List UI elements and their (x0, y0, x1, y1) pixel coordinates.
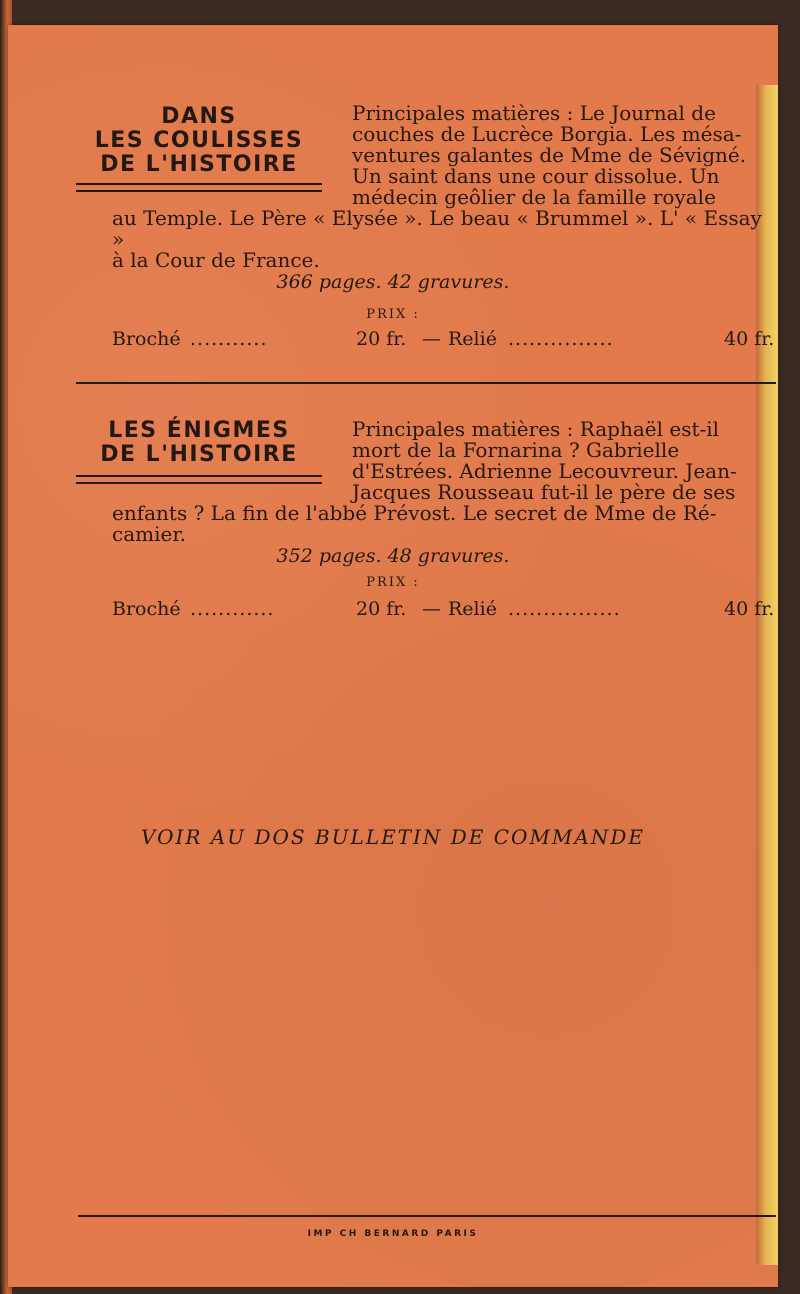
printer-imprint: IMP CH BERNARD PARIS (307, 1229, 479, 1239)
section2-heading-line: DE L'HISTOIRE (100, 442, 298, 467)
section2-price-row (112, 598, 776, 622)
section1-summary-line: à la Cour de France. (112, 248, 320, 272)
leader-dots: ................ (508, 598, 621, 620)
section2-summary-right (352, 419, 776, 503)
broche-label: Broché (112, 328, 181, 350)
relie-price: 40 fr. (724, 328, 775, 350)
section2-summary-line: Principales matières : Raphaël est-il (352, 417, 720, 441)
section1-summary-line: couches de Lucrèce Borgia. Les mésa- (352, 122, 742, 146)
footer-rule (78, 1215, 776, 1217)
leader-dots: ............... (508, 328, 614, 350)
section1-heading-line: DANS (161, 104, 237, 129)
section2-summary-line: Jacques Rousseau fut-il le père de ses (352, 480, 736, 504)
section2-prix-label: PRIX : (366, 575, 420, 590)
section1-prix-label: PRIX : (366, 307, 420, 322)
section2-summary-line: d'Estrées. Adrienne Lecouvreur. Jean- (352, 459, 737, 483)
section1-summary-line: ventures galantes de Mme de Sévigné. (352, 143, 747, 167)
section2-summary-line: mort de la Fornarina ? Gabrielle (352, 438, 680, 462)
section1-price-row (112, 328, 776, 352)
order-form-notice: VOIR AU DOS BULLETIN DE COMMANDE (141, 825, 645, 849)
section1-meta: 366 pages. 42 gravures. (276, 271, 510, 293)
price-separator: — (422, 328, 441, 350)
broche-price: 20 fr. (356, 598, 407, 620)
section1-summary-full (112, 208, 776, 271)
section2-heading-rule (76, 475, 322, 484)
section2-heading (74, 419, 324, 467)
relie-label: Relié (448, 598, 497, 620)
section2-summary-full (112, 503, 776, 545)
section1-summary-line: Un saint dans une cour dissolue. Un (352, 164, 720, 188)
section1-summary-line: médecin geôlier de la famille royale (352, 185, 716, 209)
book-page (8, 25, 778, 1287)
section1-heading-line: LES COULISSES (94, 128, 304, 153)
section1-heading-line: DE L'HISTOIRE (100, 152, 298, 177)
broche-price: 20 fr. (356, 328, 407, 350)
section1-summary-line: Principales matières : Le Journal de (352, 101, 716, 125)
relie-price: 40 fr. (724, 598, 775, 620)
section1-summary-line: au Temple. Le Père « Elysée ». Le beau « Brummel ». L' « Essay » (112, 206, 762, 251)
section2-summary-line: enfants ? La fin de l'abbé Prévost. Le secret de Mme de Ré- (112, 501, 717, 525)
section1-heading-rule (76, 183, 322, 192)
relie-label: Relié (448, 328, 497, 350)
leader-dots: ............ (190, 598, 275, 620)
section2-heading-line: LES ÉNIGMES (108, 418, 290, 443)
broche-label: Broché (112, 598, 181, 620)
section-divider (76, 382, 776, 384)
section2-meta: 352 pages. 48 gravures. (276, 545, 510, 567)
section1-summary-right (352, 103, 776, 208)
price-separator: — (422, 598, 441, 620)
section1-heading (74, 105, 324, 177)
section2-summary-line: camier. (112, 522, 187, 546)
leader-dots: ........... (190, 328, 268, 350)
